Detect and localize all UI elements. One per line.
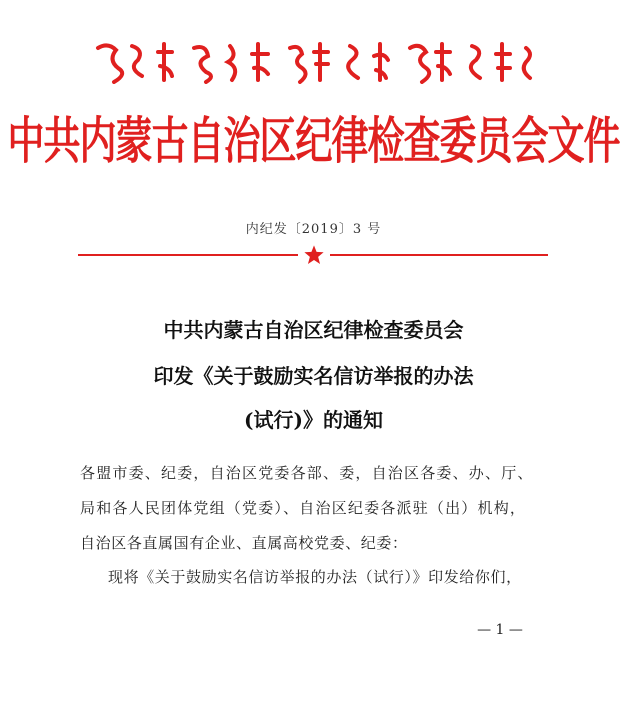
- notice-title-line-1: 中共内蒙古自治区纪律检查委员会: [163, 318, 464, 342]
- red-divider-right: [330, 254, 548, 256]
- red-divider-left: [78, 254, 298, 256]
- recipients-line-1: 各盟市委、纪委，自治区党委各部、委，自治区各委、办、厅、: [80, 464, 534, 482]
- notice-title-line-2: 印发《关于鼓励实名信访举报的办法: [153, 364, 474, 388]
- recipients-line-2: 局和各人民团体党组（党委）、自治区纪委各派驻（出）机构，: [80, 499, 527, 517]
- body-paragraph-1: 现将《关于鼓励实名信访举报的办法（试行）》印发给你们，: [108, 568, 522, 586]
- star-icon: [303, 244, 325, 266]
- document-number: 内纪发〔2019〕3 号: [245, 222, 382, 237]
- mongolian-script-icon: [92, 38, 537, 84]
- organization-title: 中共内蒙古自治区纪律检查委员会文件: [7, 112, 620, 171]
- page-number: — 1 —: [477, 622, 523, 638]
- notice-title-line-3: (试行)》的通知: [244, 408, 383, 432]
- recipients-line-3: 自治区各直属国有企业、直属高校党委、纪委：: [80, 534, 408, 552]
